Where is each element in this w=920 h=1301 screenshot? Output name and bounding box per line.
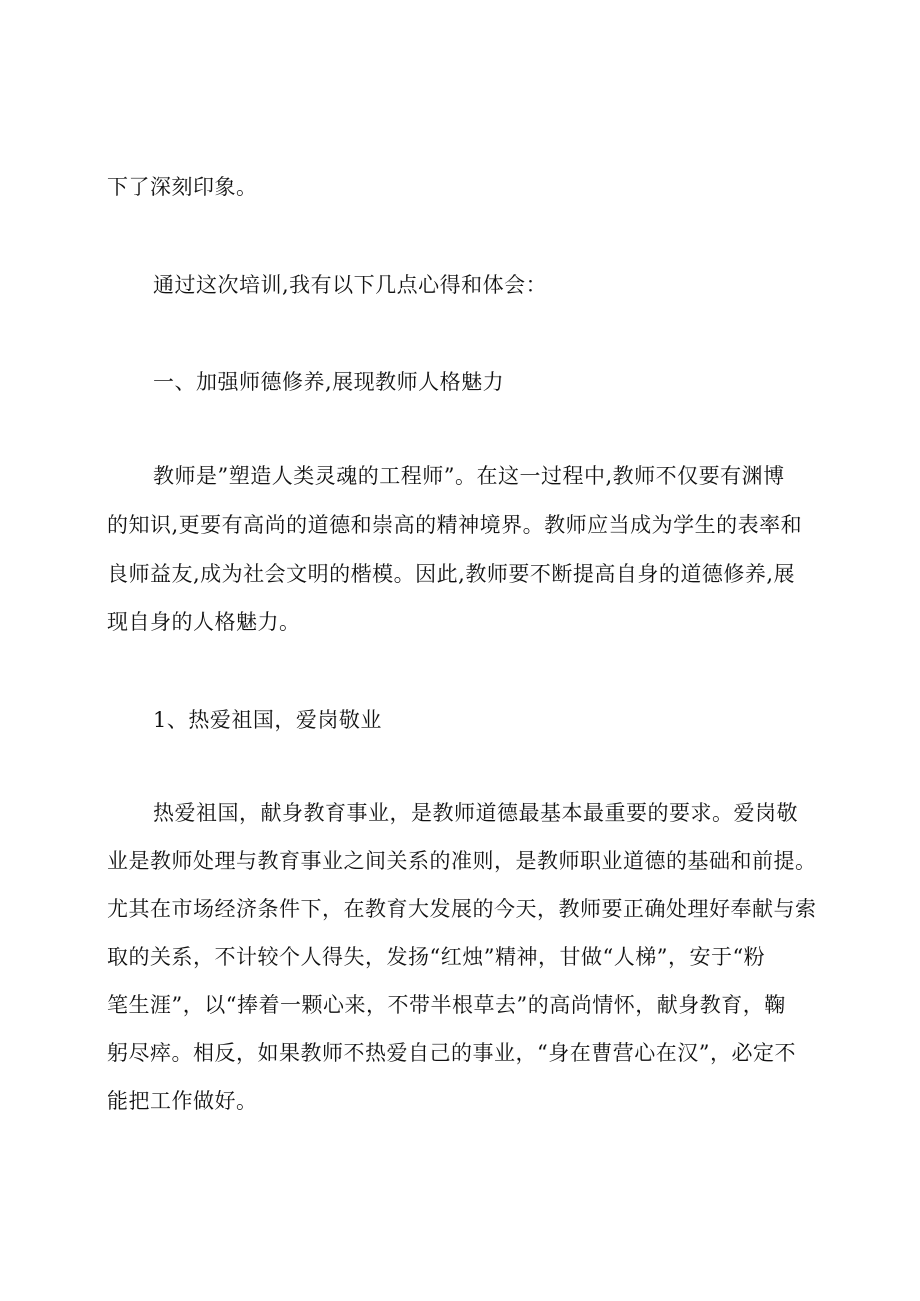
paragraph-line: 现自身的人格魅力。 (107, 610, 301, 634)
paragraph-line: 笔生涯”，以“捧着一颗心来，不带半根草去”的高尚情怀，献身教育，鞠 (107, 993, 786, 1017)
continuation-text: 下了深刻印象。 (107, 175, 258, 199)
paragraph-line: 取的关系，不计较个人得失，发扬“红烛”精神，甘做“人梯”，安于“粉 (107, 945, 766, 969)
paragraph-line: 业是教师处理与教育事业之间关系的准则，是教师职业道德的基础和前提。 (107, 849, 817, 873)
paragraph-line: 能把工作做好。 (107, 1089, 258, 1113)
paragraph-line: 热爱祖国，献身教育事业，是教师道德最基本最重要的要求。爱岗敬 (153, 801, 798, 825)
paragraph-line: 尤其在市场经济条件下，在教育大发展的今天，教师要正确处理好奉献与索 (107, 897, 817, 921)
paragraph-line: 教师是”塑造人类灵魂的工程师”。在这一过程中,教师不仅要有渊博 (153, 464, 785, 488)
section-heading: 一、加强师德修养,展现教师人格魅力 (153, 370, 505, 394)
paragraph-line: 躬尽瘁。相反，如果教师不热爱自己的事业，“身在曹营心在汉”，必定不 (107, 1041, 796, 1065)
paragraph-line: 良师益友,成为社会文明的楷模。因此,教师要不断提高自身的道德修养,展 (107, 562, 796, 586)
paragraph-line: 的知识,更要有高尚的道德和崇高的精神境界。教师应当成为学生的表率和 (107, 513, 803, 537)
intro-paragraph: 通过这次培训,我有以下几点心得和体会： (153, 273, 548, 297)
subsection-heading: 1、热爱祖国，爱岗敬业 (153, 708, 382, 732)
